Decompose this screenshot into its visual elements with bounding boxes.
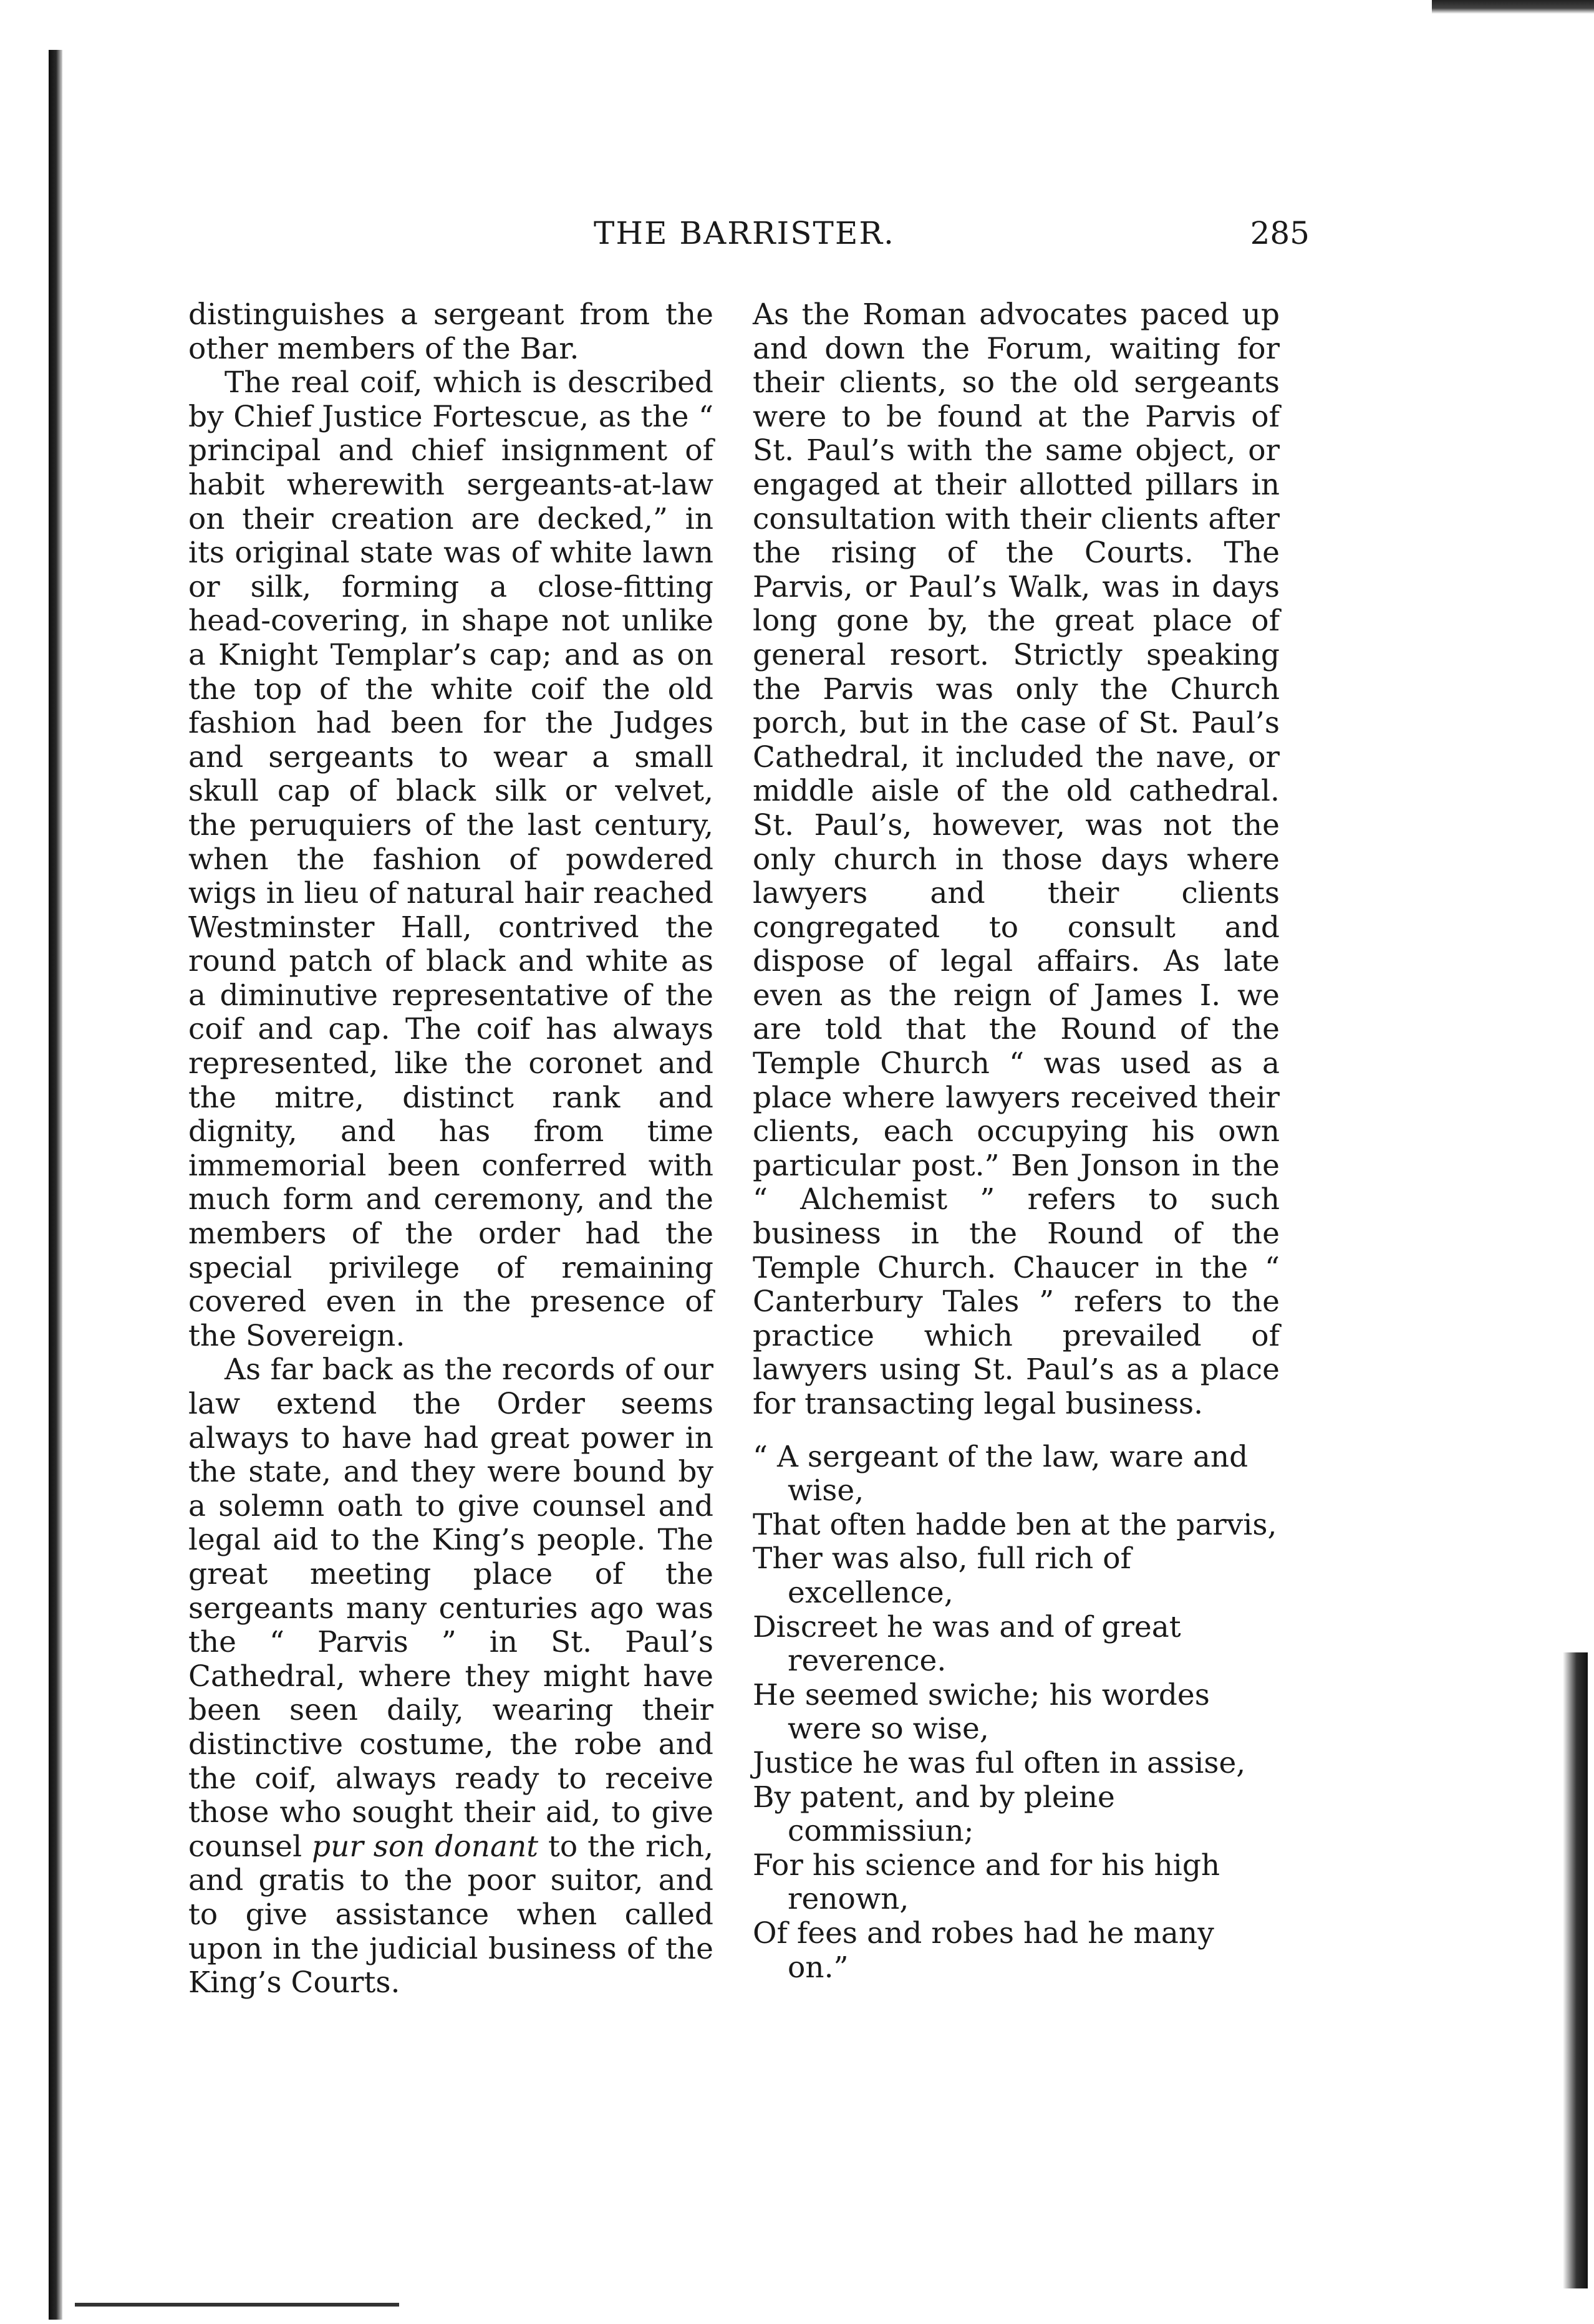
left-paragraph-3-start: As far back as the records of our law extend the Order seems always to have had great power in the state, and they were bound by a solemn oath to give counsel and legal aid to the King’s people. The great meeting place of the sergeants many centuries ago was the “ Parvis ” in St. Paul’s Cathedral, where they might have been seen daily, wearing their distinctive costume, the robe and the coif, always ready to receive those who sought their aid, to give counsel — [188, 1352, 713, 1864]
verse-line: For his science and for his high renown, — [753, 1848, 1220, 1917]
verse-line: Of fees and robes had he many on.” — [753, 1916, 1214, 1985]
verse-line: “ A sergeant of the law, ware and wise, — [753, 1439, 1249, 1508]
verse-line: Justice he was ful often in assise, — [753, 1745, 1246, 1780]
latin-phrase: pur son donant — [312, 1829, 539, 1864]
left-column — [188, 298, 713, 2000]
scan-edge-right — [1563, 1652, 1588, 2288]
chaucer-verse — [753, 1440, 1280, 1985]
scan-edge-top — [1432, 0, 1594, 14]
left-paragraph-2: The real coif, which is described by Chief Justice Fortescue, as the “ principal and chief insignment of habit wherewith sergeants-at-law on their creation are decked,” in its original state was of white lawn or silk, forming a close-fitting head-covering, in shape not unlike a Knight Templar’s cap; and as on the top of the white coif the old fashion had been for the Judges and sergeants to wear a small skull cap of black silk or velvet, the peruquiers of the last century, when the fashion of powdered wigs in lieu of natural hair reached Westminster Hall, contrived the round patch of black and white as a diminutive representative of the coif and cap. The coif has always represented, like the coronet and the mitre, distinct rank and dignity, and has from time immemorial been conferred with much form and ceremony, and the members of the order had the special privilege of remaining covered even in the presence of the Sovereign. — [188, 365, 713, 1353]
verse-line: By patent, and by pleine commissiun; — [753, 1780, 1115, 1849]
scan-edge-left — [49, 50, 62, 2320]
left-paragraph-3-end: to the rich, and gratis to the poor suitor, and to give assistance when called upon in the judicial business of the King’s Courts. — [188, 1829, 713, 2000]
right-paragraph-1: As the Roman advocates paced up and down the Forum, waiting for their clients, so the old sergeants were to be found at the Parvis of St. Paul’s with the same object, or engaged at their allotted pillars in consultation with their clients after the rising of the Courts. The Parvis, or Paul’s Walk, was in days long gone by, the great place of general resort. Strictly speaking the Parvis was only the Church porch, but in the case of St. Paul’s Cathedral, it included the nave, or middle aisle of the old cathedral. St. Paul’s, however, was not the only church in those days where lawyers and their clients congregated to consult and dispose of legal affairs. As late even as the reign of James I. we are told that the Round of the Temple Church “ was used as a place where lawyers received their clients, each occupying his own particular post.” Ben Jonson in the “ Alchemist ” refers to such business in the Round of the Temple Church. Chaucer in the “ Canterbury Tales ” refers to the practice which prevailed of lawyers using St. Paul’s as a place for transacting legal business. — [753, 297, 1280, 1421]
right-column — [753, 298, 1280, 1985]
verse-line: He seemed swiche; his wordes were so wise, — [753, 1677, 1210, 1747]
page-header — [187, 215, 1310, 265]
verse-line: That often hadde ben at the parvis, — [753, 1507, 1277, 1542]
verse-line: Ther was also, full rich of excellence, — [753, 1541, 1131, 1610]
scan-bottom-line — [75, 2303, 399, 2307]
left-paragraph-3 — [188, 1353, 713, 2000]
left-paragraph-1: distinguishes a sergeant from the other members of the Bar. — [188, 297, 713, 366]
running-title: THE BARRISTER. — [594, 215, 895, 251]
verse-line: Discreet he was and of great reverence. — [753, 1609, 1181, 1679]
page-number: 285 — [1250, 215, 1310, 251]
